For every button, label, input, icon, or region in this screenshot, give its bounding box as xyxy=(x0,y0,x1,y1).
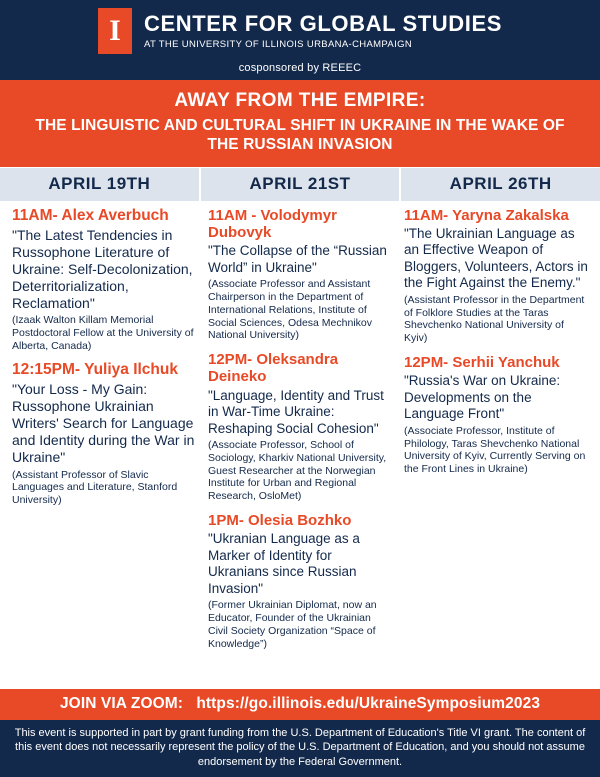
header-titles xyxy=(144,12,502,49)
organization-name: CENTER FOR GLOBAL STUDIES xyxy=(143,11,503,37)
schedule-column-april-19 xyxy=(6,205,202,689)
header-top xyxy=(0,8,600,54)
session-affiliation: (Former Ukrainian Diplomat, now an Educator, Founder of the Ukrainian Civil Society Organization “Space of Knowledge”) xyxy=(208,599,377,650)
session-entry xyxy=(208,512,392,650)
session-entry xyxy=(12,361,196,507)
zoom-bar xyxy=(0,689,600,720)
event-title-bar xyxy=(0,80,600,167)
session-speaker: 11AM - Volodymyr Dubovyk xyxy=(208,206,337,241)
schedule-column-april-21 xyxy=(202,205,398,689)
footer-disclaimer: This event is supported in part by grant funding from the U.S. Department of Education's Title VI grant. The content of this event does not necessarily represent the policy of the U.S. Department of Education, and you should not assume endorsement by the Federal Government. xyxy=(0,720,600,777)
session-entry xyxy=(208,207,392,342)
zoom-link[interactable]: https://go.illinois.edu/UkraineSymposium2023 xyxy=(196,695,541,713)
session-title: "The Latest Tendencies in Russophone Literature of Ukraine: Self-Decolonization, Deterritorialization, Reclamation" xyxy=(12,226,193,311)
date-header-april-21: APRIL 21ST xyxy=(199,168,400,201)
event-title-line1: AWAY FROM THE EMPIRE: xyxy=(174,90,426,111)
schedule-column-april-26 xyxy=(398,205,594,689)
logo-letter: I xyxy=(109,14,121,47)
session-speaker: 12:15PM- Yuliya Ilchuk xyxy=(12,361,178,379)
header xyxy=(0,0,600,80)
organization-subtitle: AT THE UNIVERSITY OF ILLINOIS URBANA-CHAMPAIGN xyxy=(143,38,413,50)
session-entry xyxy=(404,354,588,476)
session-affiliation: (Assistant Professor of Slavic Languages and Literature, Stanford University) xyxy=(12,468,178,507)
session-affiliation: (Associate Professor and Assistant Chairperson in the Department of International Relations, Institute of Social Sciences, Odesa Mechnikov National University) xyxy=(208,278,372,342)
session-speaker: 11AM- Yaryna Zakalska xyxy=(404,206,569,224)
session-entry xyxy=(12,207,196,353)
schedule-columns xyxy=(0,201,600,689)
session-title: "Your Loss - My Gain: Russophone Ukrainian Writers' Search for Language and Identity during the War in Ukraine" xyxy=(12,381,195,466)
cosponsor-text: cosponsored by REEEC xyxy=(238,62,362,74)
session-title: "Ukranian Language as a Marker of Identity for Ukranians since Russian Invasion" xyxy=(208,531,360,596)
session-entry xyxy=(404,207,588,345)
session-title: "The Ukrainian Language as an Effective Weapon of Bloggers, Volunteers, Actors in the Fight Against the Enemy." xyxy=(404,226,588,291)
session-affiliation: (Izaak Walton Killam Memorial Postdoctoral Fellow at the University of Alberta, Canada) xyxy=(12,313,194,352)
illinois-logo-icon xyxy=(98,8,132,54)
date-header-row xyxy=(0,167,600,201)
date-header-april-19: APRIL 19TH xyxy=(48,173,151,193)
session-entry xyxy=(208,351,392,503)
session-affiliation: (Associate Professor, Institute of Philology, Taras Shevchenko National University of Kyiv, Currently Serving on the Front Lines in Ukraine) xyxy=(404,424,586,476)
event-title-line2: THE LINGUISTIC AND CULTURAL SHIFT IN UKRAINE IN THE WAKE OF THE RUSSIAN INVASION xyxy=(35,117,565,154)
zoom-label: JOIN VIA ZOOM: xyxy=(59,695,184,713)
session-speaker: 12PM- Oleksandra Deineko xyxy=(208,351,339,386)
session-speaker: 12PM- Serhii Yanchuk xyxy=(404,354,560,372)
session-speaker: 11AM- Alex Averbuch xyxy=(12,206,169,224)
session-title: "Language, Identity and Trust in War-Time Ukraine: Reshaping Social Cohesion" xyxy=(208,387,384,436)
session-title: "The Collapse of the “Russian World” in Ukraine" xyxy=(208,243,387,275)
date-header-april-26: APRIL 26TH xyxy=(399,168,600,201)
session-affiliation: (Associate Professor, School of Sociology, Kharkiv National University, Guest Researcher at the Norwegian Institute for Urban and Regional Research, OsloMet) xyxy=(208,439,387,503)
session-speaker: 1PM- Olesia Bozhko xyxy=(208,512,352,530)
session-title: "Russia's War on Ukraine: Developments on the Language Front" xyxy=(404,373,561,422)
session-affiliation: (Assistant Professor in the Department of Folklore Studies at the Taras Shevchenko National University of Kyiv) xyxy=(404,293,585,345)
